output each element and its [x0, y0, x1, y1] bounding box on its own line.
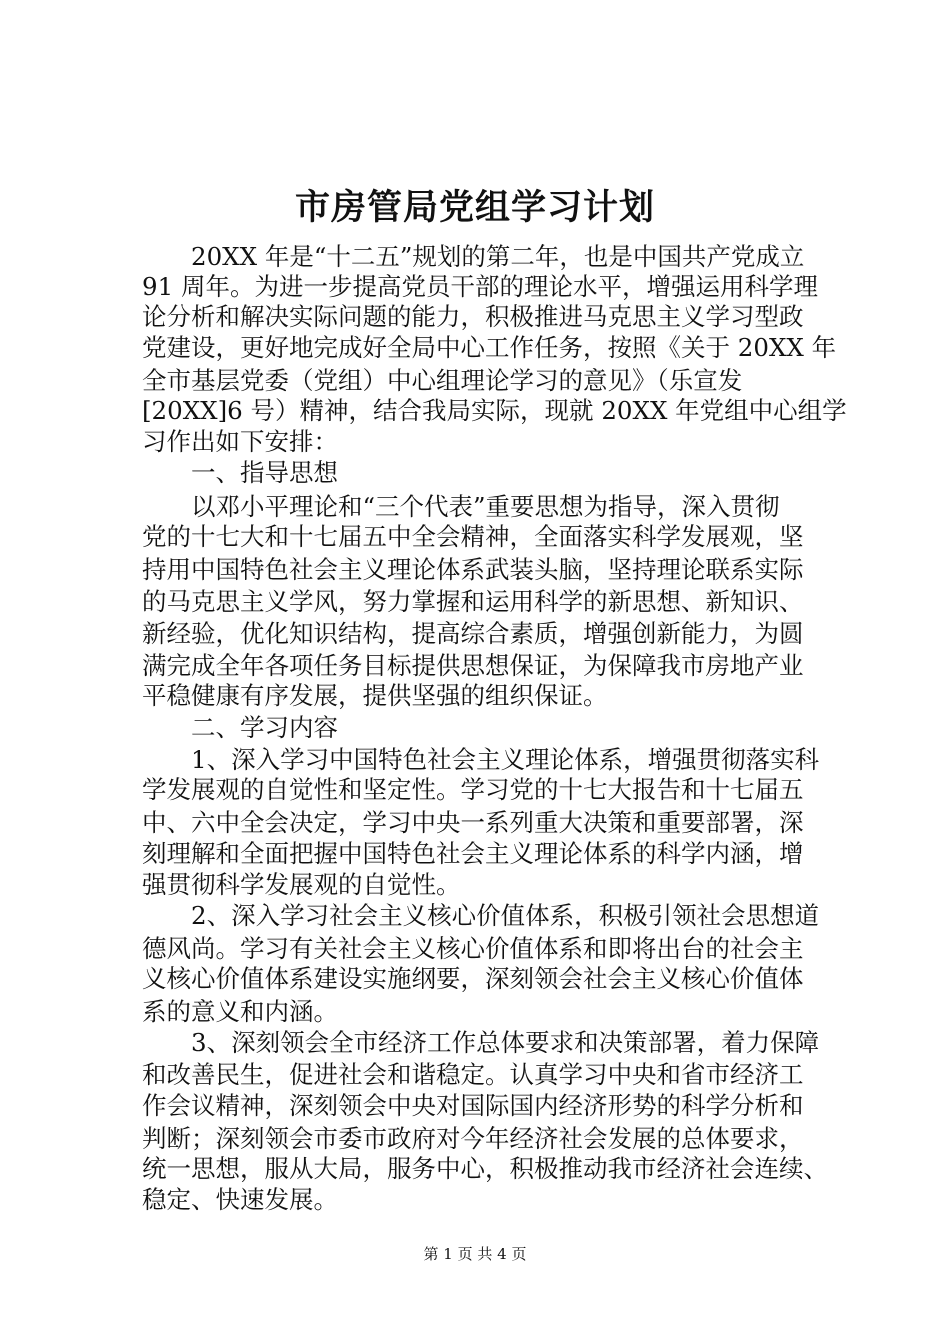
body-line: 1、深入学习中国特色社会主义理论体系，增强贯彻落实科 [142, 745, 820, 774]
body-line: 以邓小平理论和“三个代表”重要思想为指导，深入贯彻 [142, 492, 780, 521]
body-line: 统一思想，服从大局，服务中心，积极推动我市经济社会连续、 [142, 1154, 828, 1183]
body-line: 91 周年。为进一步提高党员干部的理论水平，增强运用科学理 [142, 272, 818, 301]
body-line: 义核心价值体系建设实施纲要，深刻领会社会主义核心价值体 [142, 964, 804, 993]
body-line: 刻理解和全面把握中国特色社会主义理论体系的科学内涵，增 [142, 839, 804, 868]
body-line: 学发展观的自觉性和坚定性。学习党的十七大报告和十七届五 [142, 775, 804, 804]
body-line: 系的意义和内涵。 [142, 997, 338, 1026]
body-line: 全市基层党委（党组）中心组理论学习的意见》（乐宣发 [142, 366, 743, 395]
body-line: 的马克思主义学风，努力掌握和运用科学的新思想、新知识、 [142, 587, 804, 616]
body-line: 20XX 年是“十二五”规划的第二年，也是中国共产党成立 [142, 242, 805, 271]
body-line: 作会议精神，深刻领会中央对国际国内经济形势的科学分析和 [142, 1091, 804, 1120]
body-line: 一、指导思想 [142, 458, 338, 487]
document-title: 市房管局党组学习计划 [294, 187, 655, 228]
body-line: 德风尚。学习有关社会主义核心价值体系和即将出台的社会主 [142, 934, 804, 963]
body-line: 和改善民生，促进社会和谐稳定。认真学习中央和省市经济工 [142, 1060, 804, 1089]
body-line: 2、深入学习社会主义核心价值体系，积极引领社会思想道 [142, 901, 820, 930]
body-line: 二、学习内容 [142, 713, 338, 742]
body-line: 3、深刻领会全市经济工作总体要求和决策部署，着力保障 [142, 1028, 820, 1057]
body-line: 党的十七大和十七届五中全会精神，全面落实科学发展观，坚 [142, 522, 804, 551]
body-line: 中、六中全会决定，学习中央一系列重大决策和重要部署，深 [142, 808, 804, 837]
body-line: 判断；深刻领会市委市政府对今年经济社会发展的总体要求， [142, 1124, 804, 1153]
body-line: [20XX]6 号）精神，结合我局实际，现就 20XX 年党组中心组学 [142, 396, 847, 425]
body-line: 新经验，优化知识结构，提高综合素质，增强创新能力，为圆 [142, 619, 804, 648]
page-footer: 第 1 页 共 4 页 [423, 1245, 527, 1263]
body-line: 党建设，更好地完成好全局中心工作任务，按照《关于 20XX 年 [142, 333, 837, 362]
body-line: 平稳健康有序发展，提供坚强的组织保证。 [142, 681, 608, 710]
body-line: 满完成全年各项任务目标提供思想保证，为保障我市房地产业 [142, 651, 804, 680]
body-line: 习作出如下安排： [142, 427, 338, 456]
body-line: 强贯彻科学发展观的自觉性。 [142, 870, 461, 899]
body-line: 持用中国特色社会主义理论体系武装头脑，坚持理论联系实际 [142, 555, 804, 584]
body-line: 稳定、快速发展。 [142, 1185, 338, 1214]
body-line: 论分析和解决实际问题的能力，积极推进马克思主义学习型政 [142, 302, 804, 331]
